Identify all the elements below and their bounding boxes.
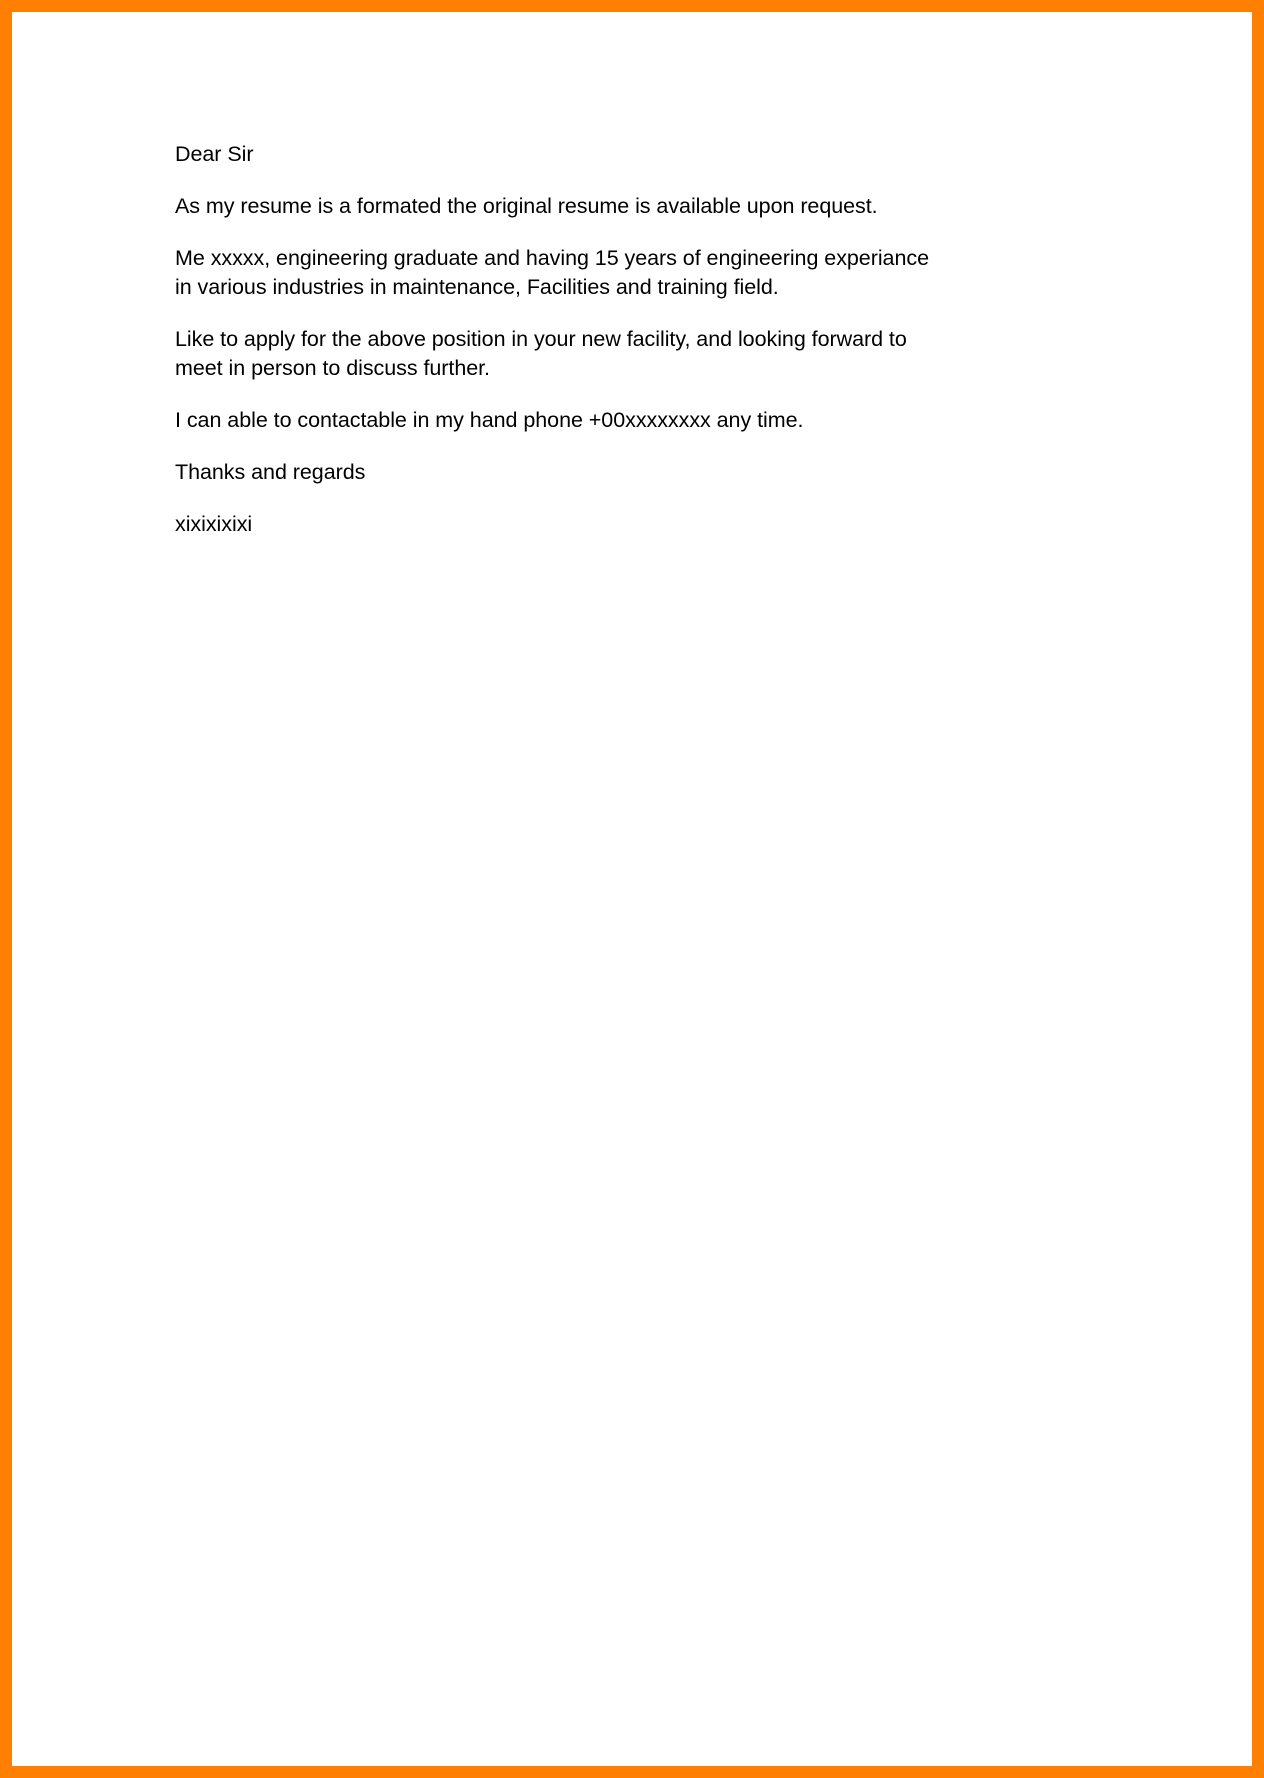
letter-paragraph-3: Like to apply for the above position in your new facility, and looking forward to meet in person to discuss further. (175, 327, 913, 380)
letter-paragraph-1: As my resume is a formated the original resume is available upon request. (175, 194, 878, 218)
letter-paragraph-4: I can able to contactable in my hand phone +00xxxxxxxx any time. (175, 408, 804, 432)
letter-content (175, 140, 940, 539)
letter-salutation: Dear Sir (175, 142, 254, 166)
letter-signature: xixixixixi (175, 512, 253, 536)
document-page (12, 12, 1252, 1766)
letter-paragraph-2: Me xxxxx, engineering graduate and having 15 years of engineering experiance in various industries in maintenance, Facilities and training field. (175, 246, 935, 299)
letter-closing: Thanks and regards (175, 460, 366, 484)
